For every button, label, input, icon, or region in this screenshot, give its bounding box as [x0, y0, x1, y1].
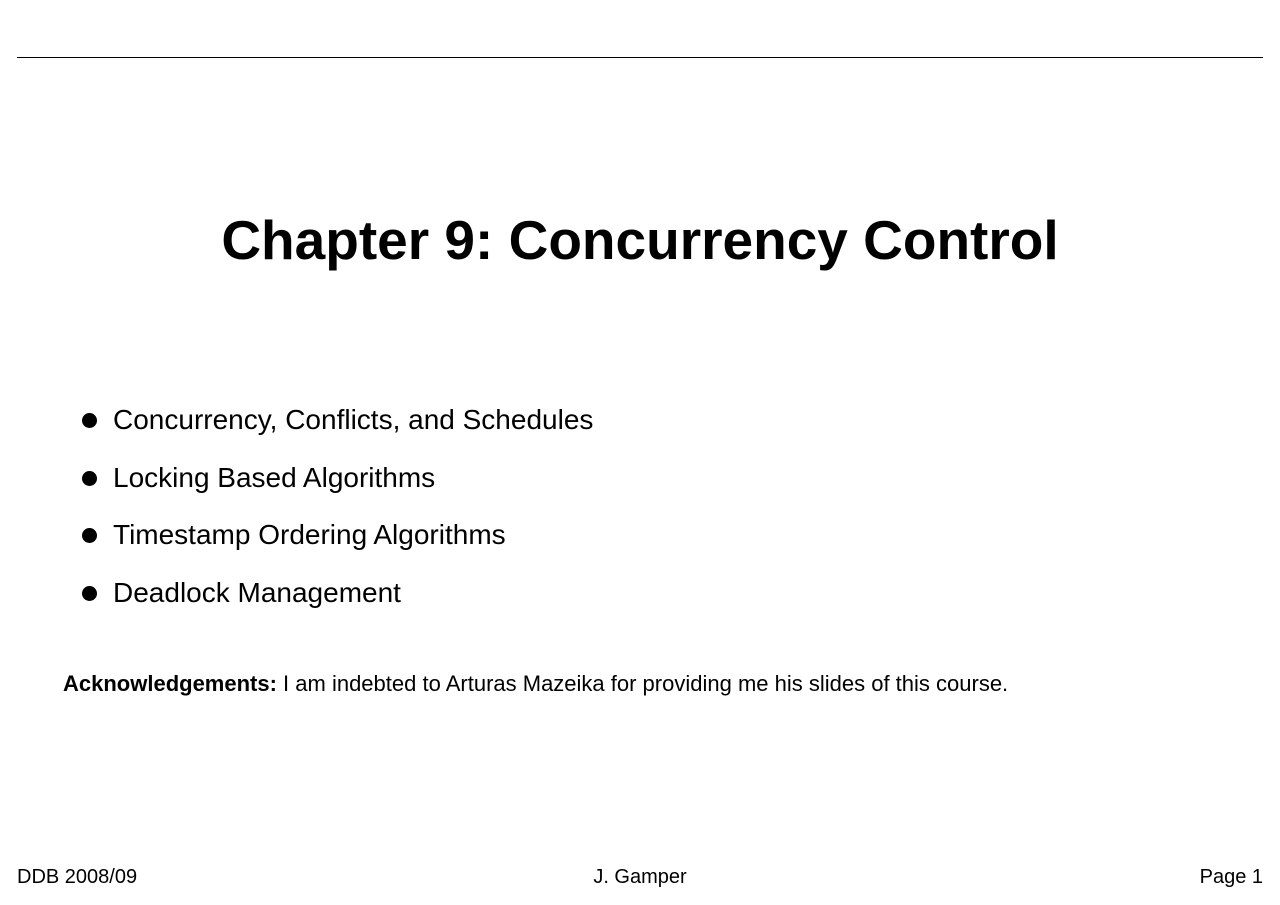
bullet-icon — [82, 528, 97, 543]
footer-author: J. Gamper — [593, 866, 687, 888]
list-item-text: Locking Based Algorithms — [113, 461, 436, 493]
footer-course: DDB 2008/09 — [17, 866, 138, 888]
bullet-icon — [82, 586, 97, 601]
acknowledgements-label: Acknowledgements: — [63, 671, 277, 696]
bullet-icon — [82, 471, 97, 486]
acknowledgements-text: I am indebted to Arturas Mazeika for providing me his slides of this course. — [276, 671, 1009, 696]
list-item — [82, 401, 593, 459]
footer-page-number: Page 1 — [1199, 866, 1263, 888]
bullet-icon — [82, 413, 97, 428]
acknowledgements — [63, 670, 1008, 698]
list-item — [82, 459, 593, 517]
top-divider — [17, 57, 1263, 58]
list-item-text: Deadlock Management — [113, 576, 401, 608]
slide-title: Chapter 9: Concurrency Control — [221, 209, 1059, 271]
list-item-text: Concurrency, Conflicts, and Schedules — [113, 404, 594, 435]
topic-list — [82, 401, 593, 631]
list-item-text: Timestamp Ordering Algorithms — [113, 519, 506, 550]
slide-footer — [17, 864, 1263, 890]
list-item — [82, 516, 593, 574]
list-item — [82, 574, 593, 632]
